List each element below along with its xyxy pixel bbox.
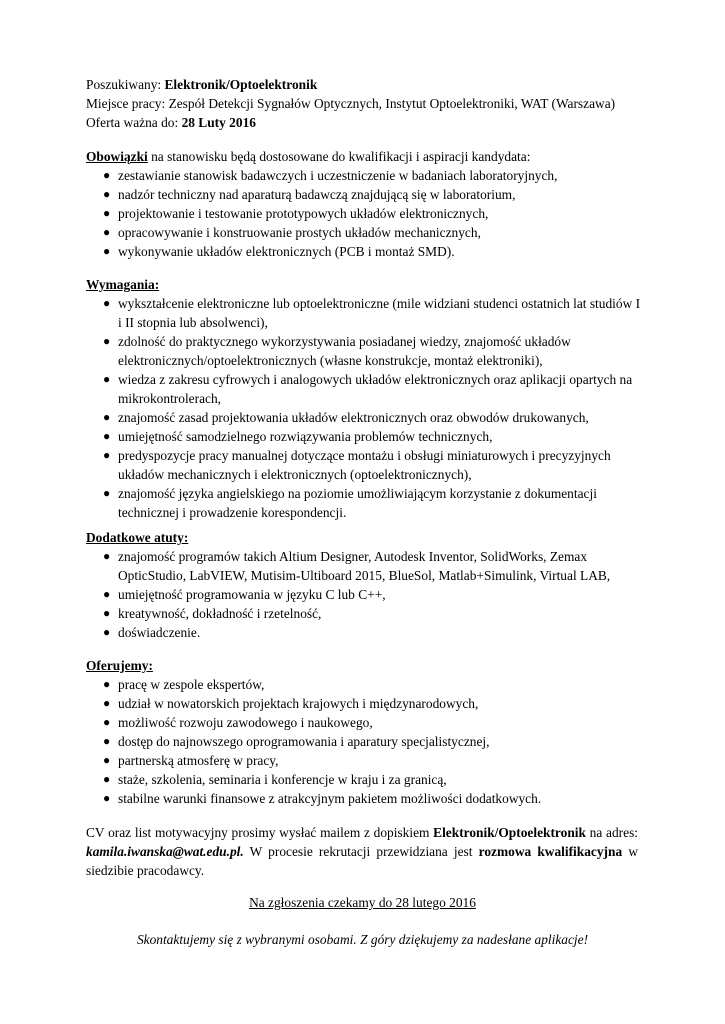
list-item-text: wykształcenie elektroniczne lub optoelektroniczne (mile widziani studenci ostatnich lat studiów I i II stopnia lub absolwenci),: [118, 296, 641, 330]
list-item: [86, 789, 646, 808]
list-item-text: zdolność do praktycznego wykorzystywania posiadanej wiedzy, znajomość układów elektronicznych/optoelektronicznych (własne konstrukcje, montaż elektroniki),: [118, 334, 571, 368]
job-header: [86, 75, 646, 132]
requirements-list: [86, 294, 646, 522]
bullet-icon: ●: [103, 296, 111, 310]
bullet-icon: ●: [103, 244, 111, 258]
position-line: [86, 75, 646, 94]
list-item: [86, 770, 646, 789]
duties-section: [86, 147, 646, 261]
bullet-icon: ●: [103, 696, 111, 710]
position-label: Poszukiwany:: [86, 77, 162, 92]
list-item: [86, 332, 646, 370]
list-item-text: znajomość programów takich Altium Designer, Autodesk Inventor, SolidWorks, Zemax OpticStudio, LabVIEW, Mutisim-Ultiboard 2015, BlueSol, Matlab+Simulink, Virtual LAB,: [118, 549, 611, 583]
offer-section: [86, 656, 646, 808]
bullet-icon: ●: [103, 206, 111, 220]
list-item: [86, 713, 646, 732]
list-item-text: znajomość zasad projektowania układów elektronicznych oraz obwodów drukowanych,: [118, 410, 589, 425]
bullet-icon: ●: [103, 334, 111, 348]
list-item: [86, 547, 646, 585]
list-item: [86, 185, 646, 204]
valid-line: [86, 113, 646, 132]
list-item-text: projektowanie i testowanie prototypowych układów elektronicznych,: [118, 206, 489, 221]
bullet-icon: ●: [103, 429, 111, 443]
contact-paragraph: [86, 823, 638, 880]
list-item: [86, 166, 646, 185]
bullet-icon: ●: [103, 606, 111, 620]
contact-text-3: W procesie rekrutacji przewidziana jest: [243, 844, 479, 859]
list-item: [86, 732, 646, 751]
list-item-text: umiejętność programowania w języku C lub C++,: [118, 587, 386, 602]
bullet-icon: ●: [103, 549, 111, 563]
duties-list: [86, 166, 646, 261]
position-value: Elektronik/Optoelektronik: [164, 77, 318, 92]
list-item-text: wiedza z zakresu cyfrowych i analogowych układów elektronicznych oraz aplikacji opartych na mikrokontrolerach,: [118, 372, 633, 406]
duties-title: Obowiązki: [86, 149, 148, 164]
list-item-text: wykonywanie układów elektronicznych (PCB i montaż SMD).: [118, 244, 455, 259]
place-label: Miejsce pracy:: [86, 96, 166, 111]
bullet-icon: ●: [103, 772, 111, 786]
contact-text-2: na adres:: [585, 825, 638, 840]
bullet-icon: ●: [103, 168, 111, 182]
contact-email-link[interactable]: kamila.iwanska@wat.edu.pl.: [86, 844, 244, 859]
list-item: [86, 446, 646, 484]
bullet-icon: ●: [103, 187, 111, 201]
bullet-icon: ●: [103, 677, 111, 691]
bullet-icon: ●: [103, 625, 111, 639]
duties-intro: na stanowisku będą dostosowane do kwalifikacji i aspiracji kandydata:: [147, 149, 531, 164]
list-item-text: partnerską atmosferę w pracy,: [118, 753, 279, 768]
contact-subject: Elektronik/Optoelektronik: [433, 825, 586, 840]
list-item: [86, 223, 646, 242]
duties-heading: [86, 147, 646, 166]
deadline-note: Na zgłoszenia czekamy do 28 lutego 2016: [249, 895, 476, 910]
bullet-icon: ●: [103, 225, 111, 239]
contact-text-4: w siedzibie pracodawcy.: [86, 844, 638, 878]
list-item-text: predyspozycje pracy manualnej dotyczące montażu i obsługi miniaturowych i precyzyjnych układów mechanicznych i elektronicznych (optoelektronicznych),: [118, 448, 611, 482]
advantages-heading: [86, 528, 646, 547]
bullet-icon: ●: [103, 372, 111, 386]
list-item-text: udział w nowatorskich projektach krajowych i międzynarodowych,: [118, 696, 479, 711]
requirements-section: [86, 275, 646, 522]
list-item-text: stabilne warunki finansowe z atrakcyjnym pakietem możliwości dodatkowych.: [118, 791, 542, 806]
list-item: [86, 751, 646, 770]
list-item: [86, 484, 646, 522]
requirements-title: Wymagania:: [86, 277, 160, 292]
list-item-text: doświadczenie.: [118, 625, 201, 640]
list-item-text: zestawianie stanowisk badawczych i uczestniczenie w badaniach laboratoryjnych,: [118, 168, 558, 183]
bullet-icon: ●: [103, 715, 111, 729]
list-item: [86, 242, 646, 261]
offer-heading: [86, 656, 646, 675]
bullet-icon: ●: [103, 448, 111, 462]
list-item: [86, 604, 646, 623]
list-item: [86, 294, 646, 332]
place-value: Zespół Detekcji Sygnałów Optycznych, Instytut Optoelektroniki, WAT (Warszawa): [168, 96, 616, 111]
closing-note: Skontaktujemy się z wybranymi osobami. Z góry dziękujemy za nadesłane aplikacje!: [136, 932, 589, 947]
list-item-text: dostęp do najnowszego oprogramowania i aparatury specjalistycznej,: [118, 734, 490, 749]
bullet-icon: ●: [103, 486, 111, 500]
requirements-heading: [86, 275, 646, 294]
offer-title: Oferujemy:: [86, 658, 153, 673]
list-item-text: nadzór techniczny nad aparaturą badawczą znajdującą się w laboratorium,: [118, 187, 516, 202]
valid-value: 28 Luty 2016: [181, 115, 256, 130]
list-item: [86, 675, 646, 694]
list-item-text: możliwość rozwoju zawodowego i naukowego,: [118, 715, 373, 730]
list-item: [86, 427, 646, 446]
list-item: [86, 694, 646, 713]
bullet-icon: ●: [103, 791, 111, 805]
advantages-section: [86, 528, 646, 642]
list-item: [86, 408, 646, 427]
contact-text-1: CV oraz list motywacyjny prosimy wysłać mailem z dopiskiem: [86, 825, 434, 840]
list-item-text: umiejętność samodzielnego rozwiązywania problemów technicznych,: [118, 429, 493, 444]
list-item: [86, 623, 646, 642]
offer-list: [86, 675, 646, 808]
list-item-text: kreatywność, dokładność i rzetelność,: [118, 606, 322, 621]
place-line: [86, 94, 646, 113]
list-item-text: staże, szkolenia, seminaria i konferencje w kraju i za granicą,: [118, 772, 447, 787]
bullet-icon: ●: [103, 410, 111, 424]
list-item-text: pracę w zespole ekspertów,: [118, 677, 265, 692]
advantages-list: [86, 547, 646, 642]
bullet-icon: ●: [103, 734, 111, 748]
contact-interview: rozmowa kwalifikacyjna: [478, 844, 623, 859]
valid-label: Oferta ważna do:: [86, 115, 179, 130]
list-item: [86, 204, 646, 223]
advantages-title: Dodatkowe atuty:: [86, 530, 189, 545]
list-item-text: opracowywanie i konstruowanie prostych układów mechanicznych,: [118, 225, 481, 240]
list-item: [86, 585, 646, 604]
bullet-icon: ●: [103, 587, 111, 601]
list-item-text: znajomość języka angielskiego na poziomie umożliwiającym korzystanie z dokumentacji technicznej i prowadzenie korespondencji.: [118, 486, 597, 520]
bullet-icon: ●: [103, 753, 111, 767]
list-item: [86, 370, 646, 408]
